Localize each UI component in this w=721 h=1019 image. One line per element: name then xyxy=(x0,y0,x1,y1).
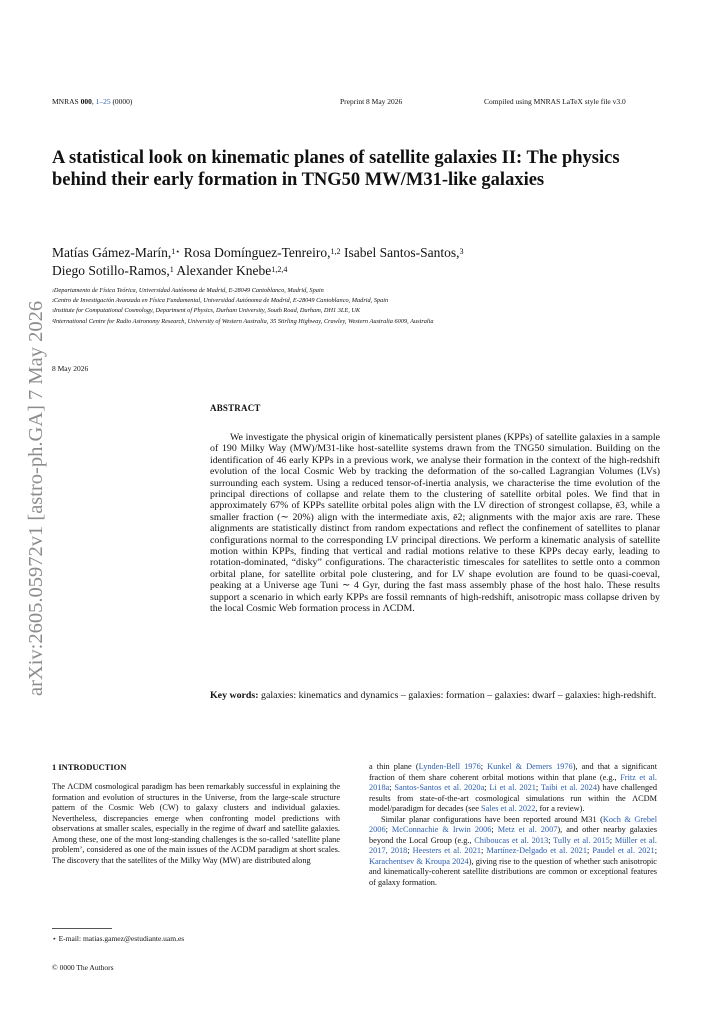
keywords-label: Key words: xyxy=(210,690,259,701)
accepted-date: 8 May 2026 xyxy=(52,364,89,373)
pages-link[interactable]: 1–25 xyxy=(95,97,111,106)
footnote: ⋆ E-mail: matias.gamez@estudiante.uam.es xyxy=(52,934,185,943)
paragraph-text: ; xyxy=(407,846,413,856)
paragraph-text: ; xyxy=(535,783,541,793)
citation-link[interactable]: Martínez-Delgado et al. 2021 xyxy=(486,846,587,856)
affiliations xyxy=(52,286,702,327)
intro-paragraph xyxy=(369,762,657,815)
paragraph-text: ), and that a significant fraction of them share coherent orbital motions within that plane (e.g., xyxy=(369,762,657,782)
author: Alexander Knebe$^{1,2,4}$ xyxy=(173,263,288,278)
paragraph-text: ; xyxy=(389,783,395,793)
affiliation-item: $^2$Centro de Investigación Avanzada en Física Fundamental, Universidad Autónoma de Madrid, E-28049 Cantoblanco, Madrid, Spain xyxy=(52,297,389,305)
footnote-rule xyxy=(52,928,112,929)
paragraph-text: ; xyxy=(385,825,392,835)
paragraph-text: ), giving rise to the question of whether such anisotropic and kinematically-coherent satellite distributions are common or exceptional features of galaxy formation. xyxy=(369,856,657,888)
affiliation-item: $^4$International Centre for Radio Astronomy Research, University of Western Australia, 35 Stirling Highway, Crawley, Western Australia 6009, Australia xyxy=(52,317,434,325)
paper-title: A statistical look on kinematic planes of satellite galaxies II: The physics behind their early formation in TNG50 MW/M31-like galaxies xyxy=(52,148,620,190)
affiliation-item: $^3$Institute for Computational Cosmology, Department of Physics, Durham University, South Road, Durham, DH1 3LE, UK xyxy=(52,307,361,315)
paragraph-text: Similar planar configurations have been reported around M31 ( xyxy=(381,814,603,824)
keywords: Key words: galaxies: kinematics and dynamics – galaxies: formation – galaxies: dwarf – galaxies: high-redshift. xyxy=(210,690,657,701)
author: Rosa Domínguez-Tenreiro,$^{1,2}$ xyxy=(180,245,341,260)
paragraph-text: a thin plane ( xyxy=(369,762,419,771)
citation-link[interactable]: Müller et al. 2017, 2018 xyxy=(369,835,657,856)
citation-link[interactable]: Taibi et al. 2024 xyxy=(540,783,597,793)
paragraph-text: ; xyxy=(586,846,593,856)
paragraph-text: , for a review). xyxy=(535,804,585,814)
author: Isabel Santos-Santos,$^3$ xyxy=(340,245,464,260)
paragraph-text: ) have challenged results from state-of-the-art cosmological simulations run within the ΛCDM model/paradigm for decades (see xyxy=(369,783,657,814)
citation-link[interactable]: Chiboucas et al. 2013 xyxy=(474,835,549,845)
citation-link[interactable]: Lynden-Bell 1976 xyxy=(418,762,481,771)
intro-column-right xyxy=(369,762,657,889)
citation-link[interactable]: Santos-Santos et al. 2020a xyxy=(394,783,485,793)
citation-link[interactable]: Tully et al. 2015 xyxy=(553,835,610,845)
paragraph-text: ; xyxy=(654,846,657,856)
section-heading: 1 INTRODUCTION xyxy=(52,762,127,772)
paragraph-text: ; xyxy=(484,783,490,793)
paragraph-text: ; xyxy=(481,846,487,856)
citation-link[interactable]: Karachentsev & Kroupa 2024 xyxy=(369,856,469,866)
citation-link[interactable]: Sales et al. 2022 xyxy=(480,804,536,814)
abstract-heading: ABSTRACT xyxy=(210,403,261,413)
author-list xyxy=(52,244,672,280)
copyright: © 0000 The Authors xyxy=(52,963,114,972)
intro-column-left: The ΛCDM cosmological paradigm has been remarkably successful in explaining the formation and evolution of structures in the Universe, from the large-scale structure pattern of the Cosmic Web (CW) to galaxy clusters and individual galaxies. Nevertheless, discrepancies emerge when confronting model predictions with observations at smaller scales, especially in the regime of dwarf and satellite galaxies. Among these, one of the most long-standing challenges is the so-called ‘satellite plane problem’, considered as one of the main issues of the ΛCDM paradigm at short scales. The discovery that the satellites of the Milky Way (MW) are distributed along xyxy=(52,782,340,865)
journal-reference: MNRAS 000, 1–25 (0000) xyxy=(52,97,133,106)
citation-link[interactable]: Li et al. 2021 xyxy=(489,783,536,793)
paragraph-text: ; xyxy=(480,762,488,771)
citation-link[interactable]: Koch & Grebel 2006 xyxy=(369,814,657,835)
paragraph-text: ), and other nearby galaxies beyond the Local Group (e.g., xyxy=(369,825,657,845)
paragraph-text: ; xyxy=(548,835,554,845)
preprint-date: Preprint 8 May 2026 xyxy=(340,97,403,106)
author: Matías Gámez-Marín,$^{1⋆}$ xyxy=(52,245,181,260)
citation-link[interactable]: Fritz et al. 2018a xyxy=(369,772,657,793)
citation-link[interactable]: McConnachie & Irwin 2006 xyxy=(391,825,492,835)
citation-link[interactable]: Metz et al. 2007 xyxy=(497,825,558,835)
abstract-text: We investigate the physical origin of kinematically persistent planes (KPPs) of satellite galaxies in a sample of 190 Milky Way (MW)/M31-like host-satellite systems drawn from the TNG50 simulation. Building on the identification of 46 early KPPs in a previous work, we analyse their formation in the context of the high-redshift evolution of the local Cosmic Web by tracking the deformation of the so-called Lagrangian Volumes (LVs) surrounding each system. Using a reduced tensor-of-inertia analysis, we characterise the time evolution of the principal directions of collapse and relate them to the clustering of satellite orbital poles. We find that in approximately 67% of KPPs satellite orbital poles align with the LV direction of strongest collapse, ē3, while a smaller fraction (∼ 20%) align with the intermediate axis, ē2; alignments with the major axis are rare. These alignments are statistically distinct from random expectations and reflect the confinement of satellites to planar configurations normal to the corresponding LV principal directions. We perform a kinematic analysis of satellite motion within KPPs, finding that vertical and radial motions relative to these KPPs decay early, leading to rotation-dominated, “disky” configurations. The characteristic timescales for satellites to settle onto a common orbital plane, for satellite orbital pole clustering, and for LV shape evolution are found to be quasi-coeval, peaking at a Universe age Tuni ∼ 4 Gyr, during the fast mass assembly phase of the host halo. These results support a scenario in which early KPPs are fossil remnants of high-redshift, anisotropic mass collapse driven by the local Cosmic Web formation process in ΛCDM. xyxy=(210,432,660,615)
paragraph-text: ; xyxy=(491,825,498,835)
paragraph-text: ; xyxy=(609,835,615,845)
compiled-note: Compiled using MNRAS LaTeX style file v3.0 xyxy=(484,97,626,106)
affiliation-item: $^1$Departamento de Física Teórica, Universidad Autónoma de Madrid, E-28049 Cantoblanco, Madrid, Spain xyxy=(52,287,324,294)
arxiv-stamp xyxy=(14,266,54,696)
intro-paragraph xyxy=(369,815,657,889)
citation-link[interactable]: Heesters et al. 2021 xyxy=(412,846,482,856)
citation-link[interactable]: Kunkel & Demers 1976 xyxy=(487,762,573,771)
author: Diego Sotillo-Ramos,$^1$ xyxy=(52,263,174,278)
arxiv-id: arXiv:2605.05972v1 [astro-ph.GA] 7 May 2026 xyxy=(25,300,47,696)
citation-link[interactable]: Paudel et al. 2021 xyxy=(592,846,655,856)
